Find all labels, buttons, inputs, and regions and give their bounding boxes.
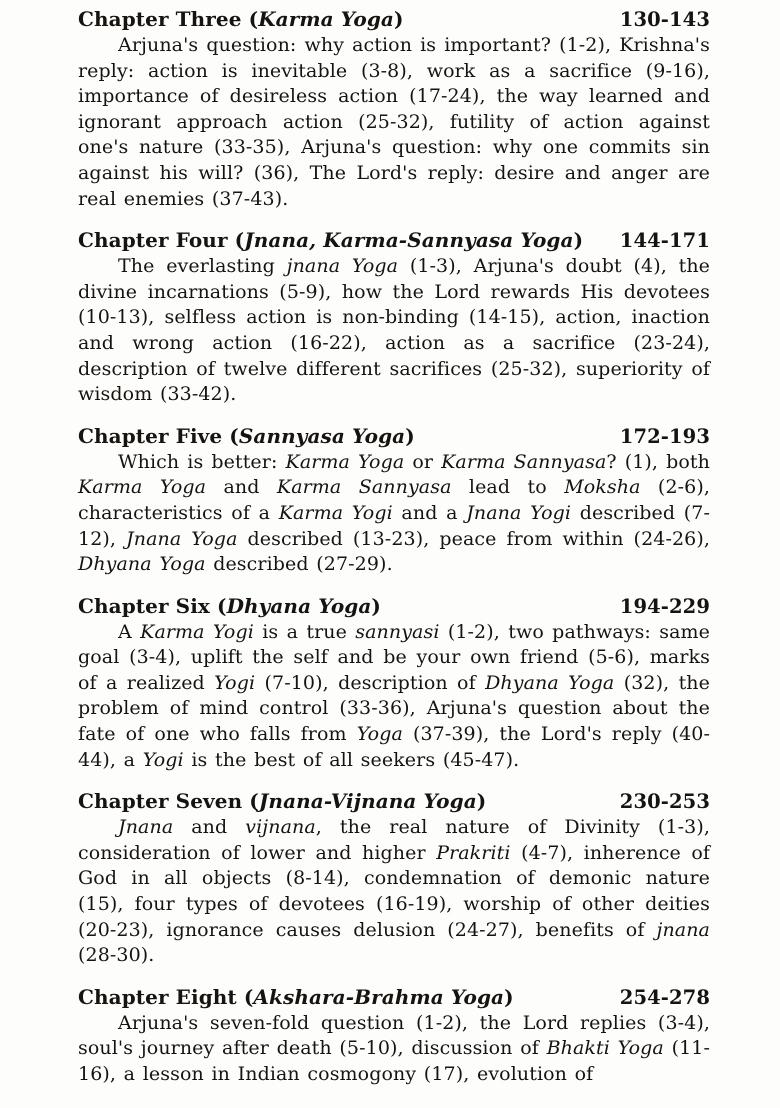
chapter-heading — [78, 593, 710, 620]
chapter-summary: Which is better: Karma Yoga or Karma Sannyasa? (1), both Karma Yoga and Karma Sannyasa lead to Moksha (2-6), characteristics of a Karma Yogi and a Jnana Yogi described (7-12), Jnana Yoga described (13-23), peace from within (24-26), Dhyana Yoga described (27-29). — [78, 450, 711, 576]
chapter-page-range: 144-171 — [619, 229, 710, 253]
toc-section — [78, 6, 710, 212]
chapter-heading — [78, 423, 710, 450]
chapter-heading — [78, 227, 710, 254]
chapter-summary: Jnana and vijnana, the real nature of Divinity (1-3), consideration of lower and higher Prakriti (4-7), inherence of God in all objects (8-14), condemnation of demonic nature (15), four types of devotees (16-19), worship of other deities (20-23), ignorance causes delusion (24-27), benefits of jnana (28-30). — [78, 816, 711, 967]
chapter-title: Chapter Eight (Akshara-Brahma Yoga) — [78, 984, 514, 1009]
toc-sections — [78, 6, 710, 1088]
chapter-summary: The everlasting jnana Yoga (1-3), Arjuna's doubt (4), the divine incarnations (5-9), how the Lord rewards His devotees (10-13), selfless action is non-binding (14-15), action, inaction and wrong action (16-22), action as a sacrifice (23-24), description of twelve different sacrifices (25-32), superiority of wisdom (33-42). — [78, 255, 711, 406]
chapter-page-range: 254-278 — [619, 985, 710, 1009]
chapter-page-range: 130-143 — [619, 8, 710, 31]
chapter-heading — [78, 788, 710, 815]
chapter-title: Chapter Seven (Jnana-Vijnana Yoga) — [78, 789, 487, 814]
chapter-title: Chapter Three (Karma Yoga) — [78, 7, 404, 31]
chapter-title: Chapter Four (Jnana, Karma-Sannyasa Yoga) — [78, 228, 584, 253]
toc-section — [78, 227, 710, 408]
toc-section — [78, 423, 710, 578]
chapter-summary: Arjuna's question: why action is important? (1-2), Krishna's reply: action is inevitable (3-8), work as a sacrifice (9-16), importance of desireless action (17-24), the way learned and ignorant approach action (25-32), futility of action against one's nature (33-35), Arjuna's question: why one commits sin against his will? (36), The Lord's reply: desire and anger are real enemies (37-43). — [78, 34, 710, 210]
toc-section — [78, 788, 710, 969]
chapter-page-range: 194-229 — [619, 594, 710, 618]
chapter-title: Chapter Five (Sannyasa Yoga) — [78, 423, 415, 448]
chapter-heading — [78, 984, 710, 1011]
chapter-summary: Arjuna's seven-fold question (1-2), the Lord replies (3-4), soul's journey after death (5-10), discussion of Bhakti Yoga (11-16), a lesson in Indian cosmogony (17), evolution of — [78, 1011, 710, 1085]
chapter-summary: A Karma Yogi is a true sannyasi (1-2), two pathways: same goal (3-4), uplift the self and be your own friend (5-6), marks of a realized Yogi (7-10), description of Dhyana Yoga (32), the problem of mind control (33-36), Arjuna's question about the fate of one who falls from Yoga (37-39), the Lord's reply (40-44), a Yogi is the best of all seekers (45-47). — [78, 620, 711, 771]
chapter-page-range: 172-193 — [619, 424, 710, 448]
chapter-title: Chapter Six (Dhyana Yoga) — [78, 593, 381, 618]
toc-section — [78, 593, 710, 774]
chapter-page-range: 230-253 — [619, 790, 710, 814]
toc-section — [78, 984, 710, 1088]
chapter-heading — [78, 6, 710, 33]
